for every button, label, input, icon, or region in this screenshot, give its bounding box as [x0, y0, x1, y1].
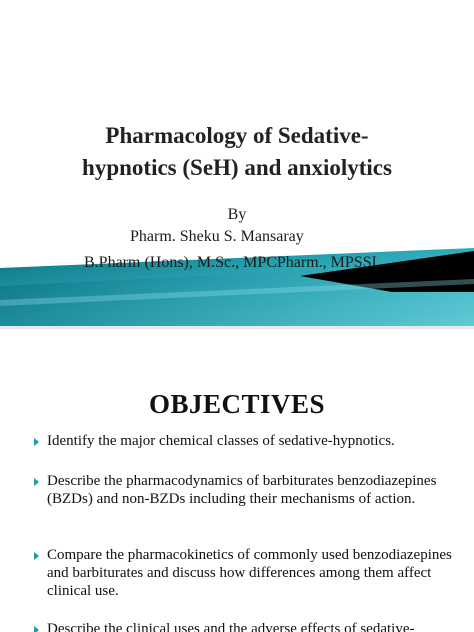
triangle-bullet-icon [34, 626, 39, 632]
author-name: Pharm. Sheku S. Mansaray [130, 228, 304, 245]
triangle-bullet-icon [34, 478, 39, 486]
presentation-title [0, 120, 474, 184]
objectives-slide: OBJECTIVES Identify the major chemical classes of sedative-hypnotics. Describe the pharmacodynamics of barbiturates benzodiazepines (BZDs) and non-BZDs including their mechanisms of action. Compare the pharmacokinetics of commonly used benzodiazepines and barbiturates and discuss how differences among them affect clinical use. Describe the clinical uses and the adverse effects of sedative- [0, 329, 474, 632]
triangle-bullet-icon [34, 438, 39, 446]
title-line-1: Pharmacology of Sedative- [105, 123, 369, 148]
author-credentials: B.Pharm (Hons), M.Sc., MPCPharm., MPSSL [84, 254, 382, 271]
by-label: By [227, 206, 247, 223]
triangle-bullet-icon [34, 552, 39, 560]
objectives-heading: OBJECTIVES [148, 389, 326, 419]
title-line-2: hypnotics (SeH) and anxiolytics [82, 155, 392, 180]
